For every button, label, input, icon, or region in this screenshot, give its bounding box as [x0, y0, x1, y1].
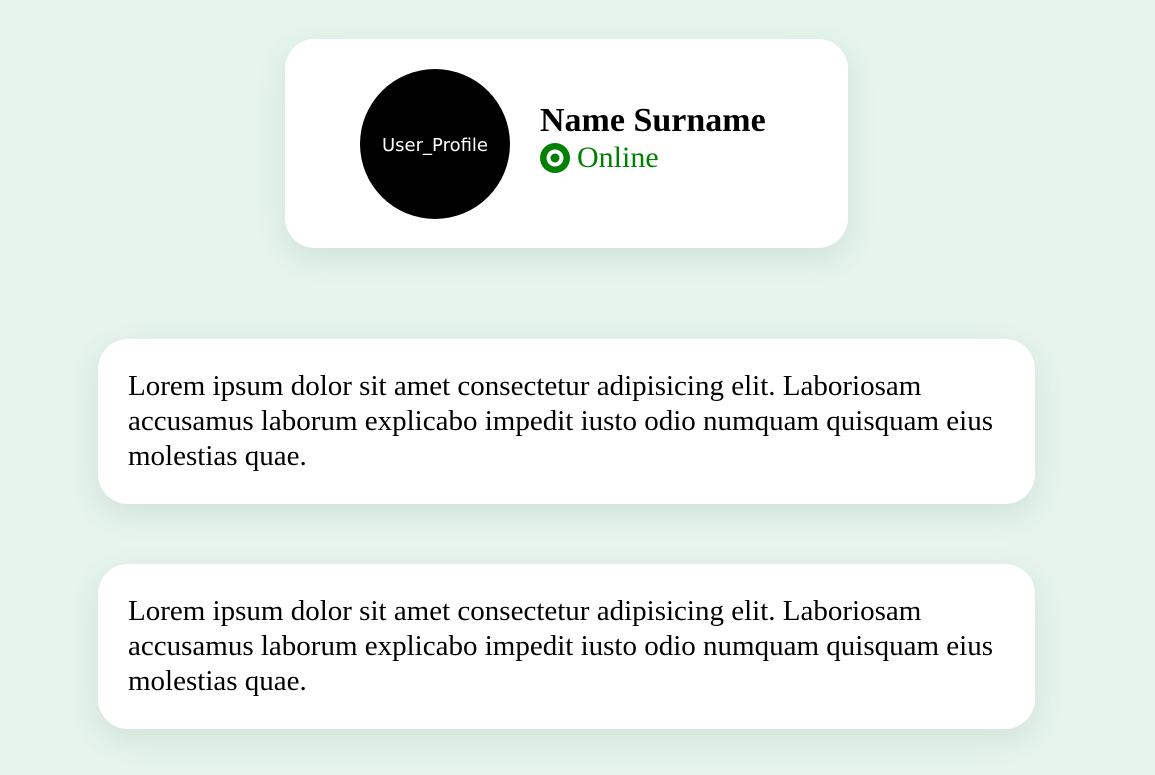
post-card [98, 339, 1035, 504]
status-label: Online [577, 141, 659, 174]
avatar-caption: ····· [463, 212, 470, 217]
avatar[interactable] [360, 69, 510, 219]
user-name: Name Surname [540, 102, 766, 139]
avatar-placeholder-text: User_Profile [382, 134, 488, 156]
profile-card [285, 39, 848, 248]
online-status-icon [540, 143, 570, 173]
post-text: Lorem ipsum dolor sit amet consectetur adipisicing elit. Laboriosam accusamus laborum explicabo impedit iusto odio numquam quisquam eius molestias quae. [128, 370, 994, 472]
post-text: Lorem ipsum dolor sit amet consectetur adipisicing elit. Laboriosam accusamus laborum explicabo impedit iusto odio numquam quisquam eius molestias quae. [128, 595, 994, 697]
post-card [98, 564, 1035, 729]
user-info [540, 101, 766, 176]
status-row [540, 140, 766, 176]
